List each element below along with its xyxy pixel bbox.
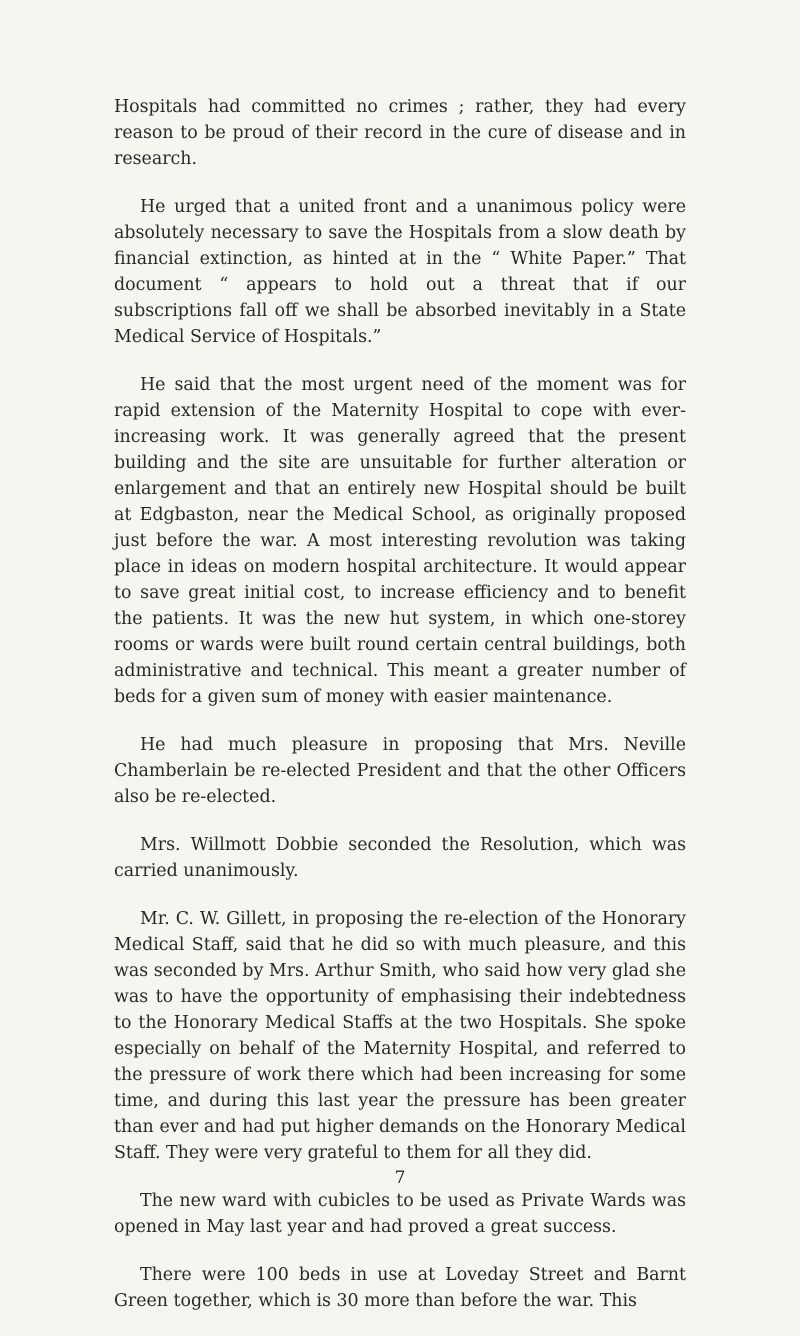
paragraph: Mrs. Willmott Dobbie seconded the Resolution, which was carried unanimously. xyxy=(114,835,686,881)
paragraph: He urged that a united front and a unanimous policy were absolutely necessary to save the Hospitals from a slow death by financial extinction, as hinted at in the “ White Paper.” That document “ appears to hold out a threat that if our subscriptions fall off we shall be absorbed inevitably in a State Medical Service of Hospitals.” xyxy=(114,197,686,347)
body-text xyxy=(114,94,686,1336)
paragraph: Hospitals had committed no crimes ; rather, they had every reason to be proud of their record in the cure of disease and in research. xyxy=(114,97,686,169)
paragraph: He said that the most urgent need of the moment was for rapid extension of the Maternity Hospital to cope with ever-increasing work. It was generally agreed that the present building and the site are unsuitable for further alteration or enlargement and that an entirely new Hospital should be built at Edgbaston, near the Medical School, as originally proposed just before the war. A most interesting revolution was taking place in ideas on modern hospital architecture. It would appear to save great initial cost, to increase efficiency and to benefit the patients. It was the new hut system, in which one-storey rooms or wards were built round certain central buildings, both administrative and technical. This meant a greater number of beds for a given sum of money with easier maintenance. xyxy=(114,375,686,707)
paragraph: The new ward with cubicles to be used as Private Wards was opened in May last year and had proved a great success. xyxy=(114,1191,686,1237)
page-number: 7 xyxy=(394,1168,406,1188)
paragraph: There were 100 beds in use at Loveday Street and Barnt Green together, which is 30 more than before the war. This xyxy=(114,1265,686,1311)
paragraph: He had much pleasure in proposing that Mrs. Neville Chamberlain be re-elected President and that the other Officers also be re-elected. xyxy=(114,735,686,807)
paragraph: Mr. C. W. Gillett, in proposing the re-election of the Honorary Medical Staff, said that he did so with much pleasure, and this was seconded by Mrs. Arthur Smith, who said how very glad she was to have the opportunity of emphasising their indebtedness to the Honorary Medical Staffs at the two Hospitals. She spoke especially on behalf of the Maternity Hospital, and referred to the pressure of work there which had been increasing for some time, and during this last year the pressure has been greater than ever and had put higher demands on the Honorary Medical Staff. They were very grateful to them for all they did. xyxy=(114,909,686,1163)
